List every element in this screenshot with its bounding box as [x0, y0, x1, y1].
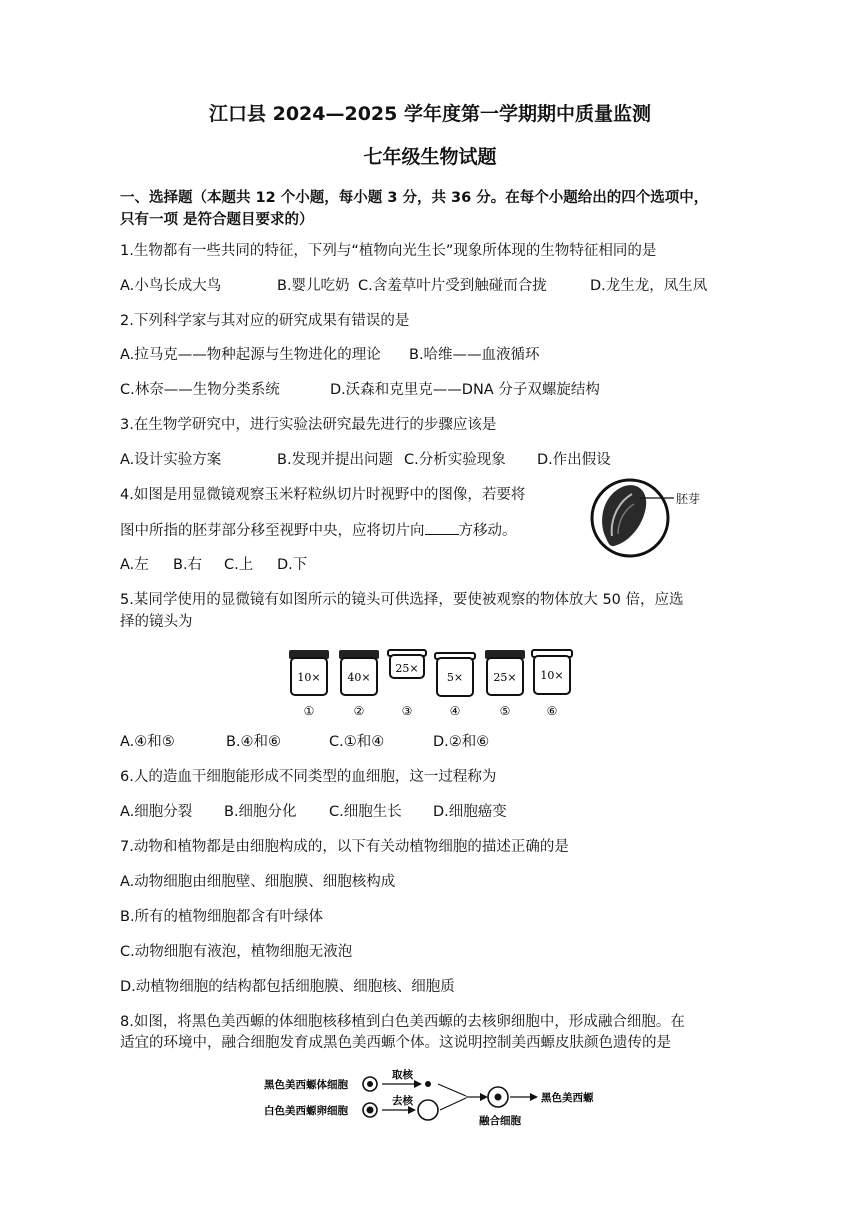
section-heading-line1: 一、选择题（本题共 12 个小题，每小题 3 分，共 36 分。在每个小题给出的四个选项中，	[120, 190, 709, 206]
q4-option-b: B.右	[173, 557, 203, 573]
q3-option-d: D.作出假设	[537, 452, 611, 468]
lens-5	[485, 650, 525, 718]
lens-4	[435, 653, 475, 718]
black-cell-label: 黑色美西螈体细胞	[264, 1079, 348, 1091]
embryo-label: 胚芽	[676, 492, 701, 506]
section-heading-line2: 只有一项 是符合题目要求的）	[120, 212, 314, 228]
svg-text:25×: 25×	[493, 671, 517, 684]
q8-stem-line1: 8.如图，将黑色美西螈的体细胞核移植到白色美西螈的去核卵细胞中，形成融合细胞。在	[120, 1014, 685, 1030]
arrow-right-icon	[530, 1093, 538, 1101]
arrow-right-icon	[480, 1093, 488, 1101]
enucleated-egg-icon	[418, 1100, 438, 1120]
q2-option-c: C.林奈——生物分类系统	[120, 382, 280, 398]
q6-option-d: D.细胞癌变	[433, 804, 507, 820]
svg-text:10×: 10×	[297, 671, 321, 684]
exam-subtitle: 七年级生物试题	[363, 146, 497, 168]
microscope-field-figure	[588, 476, 728, 560]
q2-stem: 2.下列科学家与其对应的研究成果有错误的是	[120, 313, 410, 329]
q3-option-c: C.分析实验现象	[404, 452, 506, 468]
q3-option-b: B.发现并提出问题	[277, 452, 394, 468]
q1-stem: 1.生物都有一些共同的特征，下列与“植物向光生长”现象所体现的生物特征相同的是	[120, 243, 657, 259]
lens-figure	[280, 644, 580, 720]
svg-text:⑥: ⑥	[546, 704, 558, 718]
q1-option-c: C.含羞草叶片受到触碰而合拢	[358, 278, 547, 294]
q5-stem-line1: 5.某同学使用的显微镜有如图所示的镜头可供选择，要使被观察的物体放大 50 倍，应选	[120, 592, 684, 608]
svg-text:③: ③	[401, 704, 413, 718]
q3-option-a: A.设计实验方案	[120, 452, 222, 468]
arrow-right-icon	[414, 1080, 422, 1088]
q5-option-a: A.④和⑤	[120, 734, 175, 750]
q7-option-c: C.动物细胞有液泡，植物细胞无液泡	[120, 944, 353, 960]
lens-1	[289, 650, 329, 718]
q1-option-b: B.婴儿吃奶	[277, 278, 350, 294]
svg-text:④: ④	[449, 704, 461, 718]
svg-text:②: ②	[353, 704, 365, 718]
q1-option-a: A.小鸟长成大鸟	[120, 278, 222, 294]
svg-text:40×: 40×	[347, 671, 371, 684]
answer-blank	[425, 520, 459, 535]
svg-text:10×: 10×	[540, 669, 564, 682]
nuclear-transfer-figure	[262, 1066, 612, 1128]
q4-stem-line2-end: 方移动。	[458, 523, 517, 539]
q6-option-c: C.细胞生长	[329, 804, 402, 820]
q4-stem-line2-start: 图中所指的胚芽部分移至视野中央，应将切片向	[120, 523, 425, 539]
fused-cell-label: 融合细胞	[479, 1115, 521, 1127]
q6-option-a: A.细胞分裂	[120, 804, 193, 820]
q2-option-b: B.哈维——血液循环	[409, 347, 540, 363]
q4-stem-line1: 4.如图是用显微镜观察玉米籽粒纵切片时视野中的图像，若要将	[120, 487, 526, 503]
q7-stem: 7.动物和植物都是由细胞构成的，以下有关动植物细胞的描述正确的是	[120, 839, 569, 855]
q6-stem: 6.人的造血干细胞能形成不同类型的血细胞，这一过程称为	[120, 769, 497, 785]
q5-option-b: B.④和⑥	[226, 734, 282, 750]
q7-option-b: B.所有的植物细胞都含有叶绿体	[120, 909, 324, 925]
q2-option-a: A.拉马克——物种起源与生物进化的理论	[120, 347, 381, 363]
q5-stem-line2: 择的镜头为	[120, 614, 193, 630]
q6-option-b: B.细胞分化	[224, 804, 297, 820]
q7-option-a: A.动物细胞由细胞壁、细胞膜、细胞核构成	[120, 874, 396, 890]
q5-option-c: C.①和④	[329, 734, 385, 750]
q8-stem-line2: 适宜的环境中，融合细胞发育成黑色美西螈个体。这说明控制美西螈皮肤颜色遗传的是	[120, 1035, 671, 1051]
svg-text:25×: 25×	[395, 662, 419, 675]
nucleus-dot	[425, 1081, 431, 1087]
q3-stem: 3.在生物学研究中，进行实验法研究最先进行的步骤应该是	[120, 417, 497, 433]
arrow-right-icon	[408, 1106, 416, 1114]
lens-6	[532, 650, 572, 718]
q2-option-d: D.沃森和克里克——DNA 分子双螺旋结构	[330, 382, 600, 398]
result-label: 黑色美西螈	[541, 1092, 594, 1104]
q1-option-d: D.龙生龙，凤生凤	[590, 278, 708, 294]
take-nucleus-label: 取核	[392, 1069, 413, 1081]
q4-option-c: C.上	[224, 557, 254, 573]
svg-text:①: ①	[303, 704, 315, 718]
svg-text:⑤: ⑤	[499, 704, 511, 718]
white-cell-label: 白色美西螈卵细胞	[264, 1105, 348, 1117]
lens-2	[339, 650, 379, 718]
remove-nucleus-label: 去核	[392, 1095, 413, 1107]
q4-stem-line2	[120, 520, 517, 541]
svg-text:5×: 5×	[446, 671, 464, 684]
q7-option-d: D.动植物细胞的结构都包括细胞膜、细胞核、细胞质	[120, 979, 455, 995]
q5-option-d: D.②和⑥	[433, 734, 490, 750]
q4-option-d: D.下	[277, 557, 308, 573]
lens-3	[388, 650, 426, 718]
exam-title: 江口县 2024—2025 学年度第一学期期中质量监测	[209, 103, 651, 125]
q4-option-a: A.左	[120, 557, 149, 573]
